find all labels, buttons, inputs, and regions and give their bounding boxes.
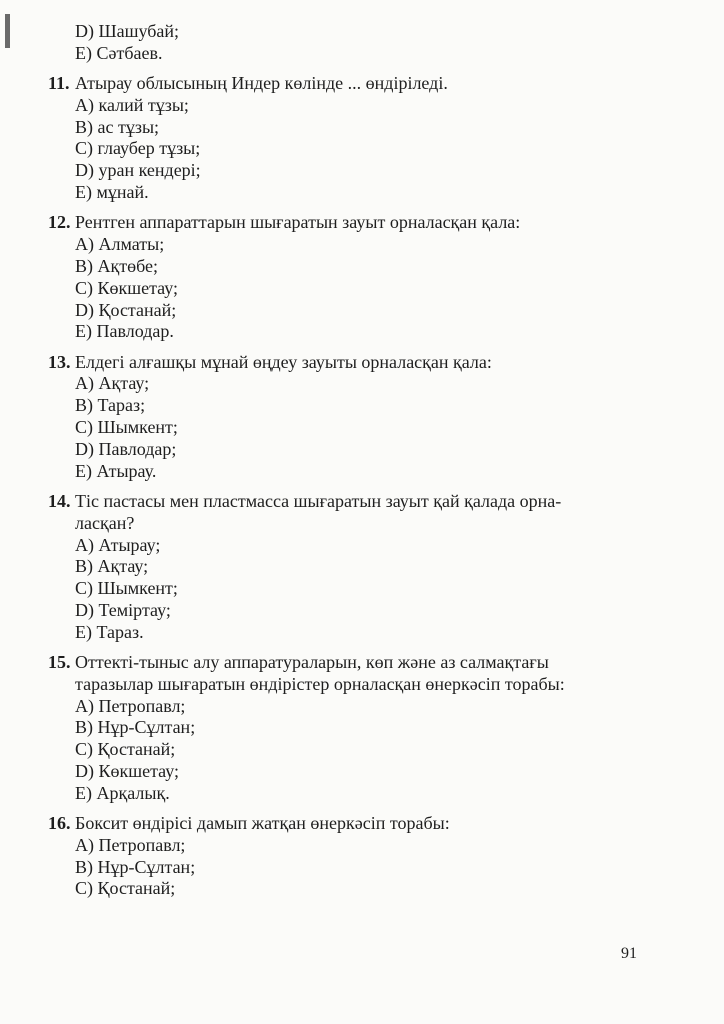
page-number: 91 xyxy=(621,945,637,962)
answer-option: E) Павлодар. xyxy=(75,321,174,342)
question-list xyxy=(48,21,668,900)
question-text: Оттекті-тыныс алу аппаратураларын, көп және аз салмақтағы xyxy=(75,652,549,673)
answer-option: C) Қостанай; xyxy=(75,878,176,899)
question-number: 15. xyxy=(48,652,71,673)
question-15 xyxy=(48,652,668,805)
question-text: Рентген аппараттарын шығаратын зауыт орналасқан қала: xyxy=(75,212,521,233)
answer-option: D) Қостанай; xyxy=(75,299,177,320)
question-number: 16. xyxy=(48,813,71,834)
question-text: Елдегі алғашқы мұнай өңдеу зауыты орналасқан қала: xyxy=(75,351,492,372)
question-text: Тіс пастасы мен пластмасса шығаратын зауыт қай қалада орна- xyxy=(75,490,562,511)
answer-option: C) Көкшетау; xyxy=(75,277,179,298)
scan-edge-mark xyxy=(5,14,10,48)
question-12 xyxy=(48,212,668,343)
answer-option: E) Арқалық. xyxy=(75,782,170,803)
answer-option: C) Шымкент; xyxy=(75,417,178,438)
question-number: 11. xyxy=(48,73,70,94)
answer-option: A) Ақтау; xyxy=(75,373,150,394)
answer-option: B) Ақтөбе; xyxy=(75,255,159,276)
question-number: 13. xyxy=(48,351,71,372)
answer-option: D) Теміртау; xyxy=(75,599,171,620)
answer-option: E) Тараз. xyxy=(75,621,144,642)
answer-option: C) Шымкент; xyxy=(75,578,178,599)
question-text: ласқан? xyxy=(75,512,135,533)
answer-option: A) калий тұзы; xyxy=(75,94,189,115)
question-number: 12. xyxy=(48,212,71,233)
question-14 xyxy=(48,491,668,644)
answer-option: C) глаубер тұзы; xyxy=(75,138,201,159)
answer-option: A) Алматы; xyxy=(75,234,165,255)
answer-option: D) уран кендері; xyxy=(75,160,201,181)
answer-option: E) Атырау. xyxy=(75,460,157,481)
answer-option: B) Ақтау; xyxy=(75,556,149,577)
answer-option: B) ас тұзы; xyxy=(75,116,160,137)
question-text: таразылар шығаратын өндірістер орналасқан өнеркәсіп торабы: xyxy=(75,673,565,694)
question-text: Атырау облысының Индер көлінде ... өндіріледі. xyxy=(75,73,448,94)
question-number: 14. xyxy=(48,490,71,511)
answer-option: D) Көкшетау; xyxy=(75,761,180,781)
answer-option: B) Нұр-Сұлтан; xyxy=(75,717,196,738)
prev-option-d: D) Шашубай; xyxy=(75,21,180,41)
answer-option: B) Нұр-Сұлтан; xyxy=(75,856,196,877)
answer-option: E) мұнай. xyxy=(75,182,149,203)
answer-option: A) Петропавл; xyxy=(75,834,186,855)
answer-option: B) Тараз; xyxy=(75,395,146,416)
question-11 xyxy=(48,73,668,204)
answer-option: A) Петропавл; xyxy=(75,695,186,716)
answer-option: D) Павлодар; xyxy=(75,438,177,459)
question-text: Боксит өндірісі дамып жатқан өнеркәсіп торабы: xyxy=(75,813,450,834)
prev-option-e: E) Сәтбаев. xyxy=(75,42,163,63)
question-16 xyxy=(48,813,668,900)
question-13 xyxy=(48,352,668,483)
answer-option: A) Атырау; xyxy=(75,534,161,555)
answer-option: C) Қостанай; xyxy=(75,739,176,760)
